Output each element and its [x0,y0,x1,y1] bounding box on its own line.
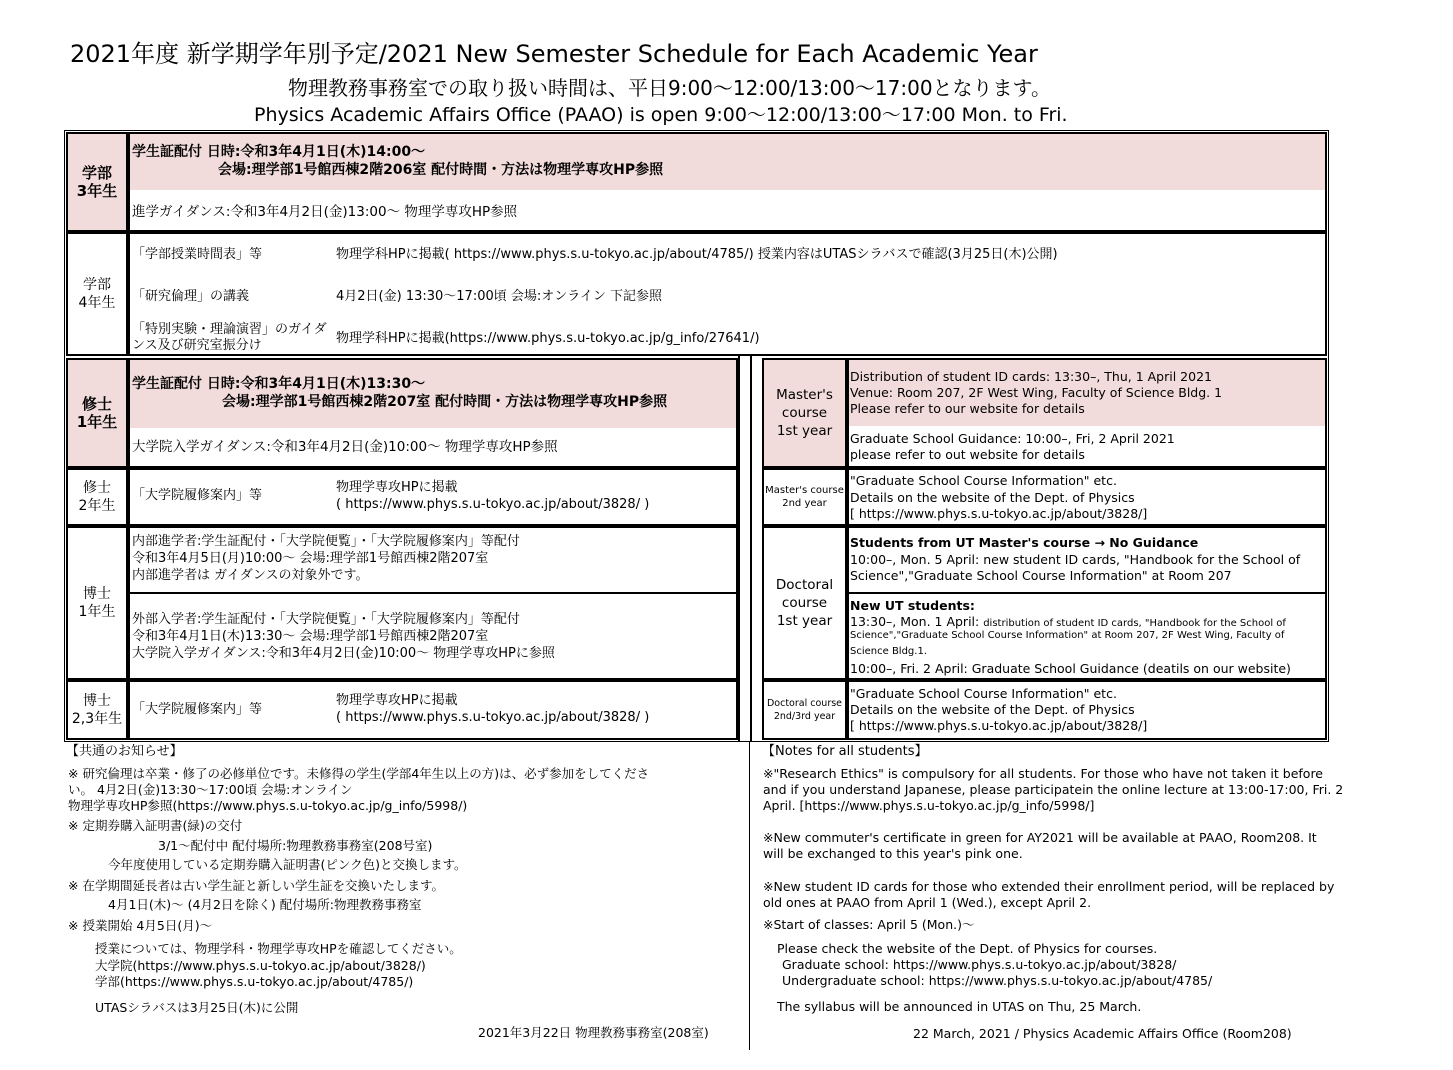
note-text: 4月1日(木)～ (4月2日を除く) 配付場所:物理教務事務室 [108,897,422,912]
text: Venue: Room 207, 2F West Wing, Faculty of Science Bldg. 1 [850,385,1223,400]
cell-en-master-2 [847,468,1327,526]
note-text: April. [https://www.phys.s.u-tokyo.ac.jp/g_info/5998/] [763,798,1095,813]
row-label: 3年生 [76,182,118,200]
note-text: ※ 授業開始 4月5日(月)～ [68,918,213,933]
page-title: 2021年度 新学期学年別予定/2021 New Semester Schedule for Each Academic Year [70,40,1038,68]
text: 学生証配付 日時:令和3年4月1日(木)13:30～ [132,376,426,392]
row-label: 2年生 [78,498,116,514]
office-hours-en: Physics Academic Affairs Office (PAAO) is open 9:00～12:00/13:00～17:00 Mon. to Fri. [254,104,1068,126]
text: 物理学科HPに掲載( https://www.phys.s.u-tokyo.ac.jp/about/4785/) 授業内容はUTASシラバスで確認(3月25日(木)公開) [336,247,1058,262]
note-text: ※ 在学期間延長者は古い学生証と新しい学生証を交換いたします。 [68,878,444,893]
row-label: 修士 [81,395,112,413]
text: Science","Graduate School Course Information" at Room 207, 2F West Wing, Faculty of [850,630,1285,641]
row-label: 2,3年生 [71,711,123,727]
cell-doctoral-1 [128,526,738,680]
notes-jp-footer: 2021年3月22日 物理教務事務室(208室) [478,1025,709,1040]
text: 「大学院履修案内」等 [132,488,263,503]
text: Science","Graduate School Course Information" at Room 207 [850,568,1232,583]
row-header-master-1 [66,358,128,468]
note-text: 学部(https://www.phys.s.u-tokyo.ac.jp/about/4785/) [95,974,414,989]
note-text: 大学院(https://www.phys.s.u-tokyo.ac.jp/about/3828/) [95,958,426,973]
row-label: course [781,405,828,421]
text: ( https://www.phys.s.u-tokyo.ac.jp/about/3828/ ) [336,497,650,512]
text: please refer to out website for details [850,447,1085,462]
notes-en-footer: 22 March, 2021 / Physics Academic Affairs Office (Room208) [913,1026,1292,1041]
text: 大学院入学ガイダンス:令和3年4月2日(金)10:00～ 物理学専攻HP参照 [132,439,558,455]
row-header-undergrad-4 [66,232,128,356]
text: distribution of student ID cards, "Handbook for the School of [983,618,1286,629]
row-header-en-master-2 [762,468,847,526]
text: 「特別実験・理論演習」のガイダ [132,322,327,337]
text: 内部進学者は ガイダンスの対象外です。 [132,568,369,583]
row-label: 2nd year [782,498,827,509]
row-label: Master's course [765,485,844,496]
row-label: Doctoral course [766,698,843,709]
note-text: 物理学専攻HP参照(https://www.phys.s.u-tokyo.ac.jp/g_info/5998/) [68,798,468,813]
row-label: 1st year [776,613,833,629]
text: 内部進学者:学生証配付・「大学院便覧」・「大学院履修案内」等配付 [132,534,520,549]
text: 4月2日(金) 13:30～17:00頃 会場:オンライン 下記参照 [336,289,663,304]
row-label: 学部 [81,164,112,182]
text: Details on the website of the Dept. of Physics [850,702,1135,717]
notes-en-heading: 【Notes for all students】 [762,744,928,759]
text: 10:00–, Fri. 2 April: Graduate School Guidance (deatils on our website) [850,661,1291,676]
row-label: 4年生 [78,295,116,311]
text: 会場:理学部1号館西棟2階206室 配付時間・方法は物理学専攻HP参照 [218,162,664,178]
text: 10:00–, Mon. 5 April: new student ID cards, "Handbook for the School of [850,552,1301,567]
row-label: 修士 [82,480,111,496]
note-text: Graduate school: https://www.phys.s.u-tokyo.ac.jp/about/3828/ [782,957,1177,972]
row-label: 博士 [82,693,111,709]
text: 物理学専攻HPに掲載 [336,693,458,708]
text: Science Bldg.1. [850,646,927,657]
row-header-doctoral-23 [66,680,128,740]
text: [ https://www.phys.s.u-tokyo.ac.jp/about/3828/] [850,718,1148,733]
cell-undergrad-4 [128,232,1327,356]
note-text: 3/1～配付中 配付場所:物理教務事務室(208号室) [158,838,433,853]
cell-master-1 [128,358,738,468]
note-text: will be exchanged to this year's pink one. [763,846,1023,861]
row-header-master-2 [66,468,128,526]
text: Please refer to our website for details [850,401,1085,416]
row-label: 1st year [776,423,833,439]
notes-jp-heading: 【共通のお知らせ】 [66,744,183,759]
cell-doctoral-23 [128,680,738,740]
row-label: 学部 [82,277,111,293]
text: 大学院入学ガイダンス:令和3年4月2日(金)10:00～ 物理学専攻HPに参照 [132,646,555,661]
row-label: Doctoral [775,577,834,593]
text: Graduate School Guidance: 10:00–, Fri, 2 April 2021 [850,431,1175,446]
notes-divider [749,742,750,1050]
text: "Graduate School Course Information" etc. [850,473,1117,488]
text: 「学部授業時間表」等 [132,247,263,262]
text: 進学ガイダンス:令和3年4月2日(金)13:00～ 物理学専攻HP参照 [132,204,518,220]
cell-en-doctoral-23 [847,680,1327,740]
note-text: ※ 研究倫理は卒業・修了の必修単位です。未修得の学生(学部4年生以上の方)は、必ず参加をしてくださ [68,766,650,781]
note-text: 今年度使用している定期券購入証明書(ピンク色)と交換します。 [108,857,467,872]
text: 令和3年4月5日(月)10:00～ 会場:理学部1号館西棟2階207室 [132,551,489,566]
text: 「研究倫理」の講義 [132,289,250,304]
column-divider [738,356,752,742]
row-label: 1年生 [78,604,116,620]
cell-en-doctoral-1 [847,526,1327,680]
text: "Graduate School Course Information" etc. [850,686,1117,701]
text: Distribution of student ID cards: 13:30–, Thu, 1 April 2021 [850,369,1212,384]
row-label: 博士 [82,586,111,602]
text: 学生証配付 日時:令和3年4月1日(木)14:00～ [132,144,426,160]
note-text: The syllabus will be announced in UTAS on Thu, 25 March. [777,999,1142,1014]
text: 令和3年4月1日(木)13:30～ 会場:理学部1号館西棟2階207室 [132,629,489,644]
row-header-undergrad-3 [66,132,128,232]
note-text: old ones at PAAO from April 1 (Wed.), except April 2. [763,895,1092,910]
row-header-en-doctoral-1 [762,526,847,680]
cell-master-2 [128,468,738,526]
text: 物理学科HPに掲載(https://www.phys.s.u-tokyo.ac.jp/g_info/27641/) [336,331,760,346]
text: 会場:理学部1号館西棟2階207室 配付時間・方法は物理学専攻HP参照 [222,394,668,410]
note-text: Please check the website of the Dept. of Physics for courses. [777,941,1158,956]
row-header-doctoral-1 [66,526,128,680]
text: New UT students: [850,598,975,613]
text: Students from UT Master's course → No Guidance [850,535,1199,550]
note-text: ※New student ID cards for those who extended their enrollment period, will be replaced by [763,879,1335,894]
note-text: ※New commuter's certificate in green for AY2021 will be available at PAAO, Room208. It [763,830,1317,845]
text: ( https://www.phys.s.u-tokyo.ac.jp/about/3828/ ) [336,710,650,725]
text: Details on the website of the Dept. of Physics [850,490,1135,505]
row-label: 1年生 [76,413,118,431]
text: ンス及び研究室振分け [132,338,262,353]
text: 物理学専攻HPに掲載 [336,480,458,495]
note-text: 授業については、物理学科・物理学専攻HPを確認してください。 [95,941,462,956]
note-text: Undergraduate school: https://www.phys.s.u-tokyo.ac.jp/about/4785/ [782,973,1213,988]
text: 13:30–, Mon. 1 April: [850,614,984,629]
note-text: ※Start of classes: April 5 (Mon.)～ [763,917,975,932]
note-text: ※"Research Ethics" is compulsory for all students. For those who have not taken it before [763,766,1323,781]
text: 「大学院履修案内」等 [132,702,263,717]
text: 外部入学者:学生証配付・「大学院便覧」・「大学院履修案内」等配付 [132,612,520,627]
office-hours-jp: 物理教務事務室での取り扱い時間は、平日9:00～12:00/13:00～17:00となります。 [288,76,1051,100]
note-text: ※ 定期券購入証明書(緑)の交付 [68,818,243,833]
row-label: course [781,595,828,611]
text: [ https://www.phys.s.u-tokyo.ac.jp/about/3828/] [850,506,1148,521]
note-text: い。 4月2日(金)13:30～17:00頃 会場:オンライン [68,782,353,797]
cell-undergrad-3 [128,132,1327,232]
note-text: UTASシラバスは3月25日(木)に公開 [95,1000,299,1015]
row-label: Master's [776,387,833,403]
cell-en-master-1 [847,358,1327,468]
row-label: 2nd/3rd year [773,711,836,722]
row-header-en-master-1 [762,358,847,468]
row-header-en-doctoral-23 [762,680,847,740]
note-text: and if you understand Japanese, please participatein the online lecture at 13:00-17:00, Fri. 2 [763,782,1344,797]
